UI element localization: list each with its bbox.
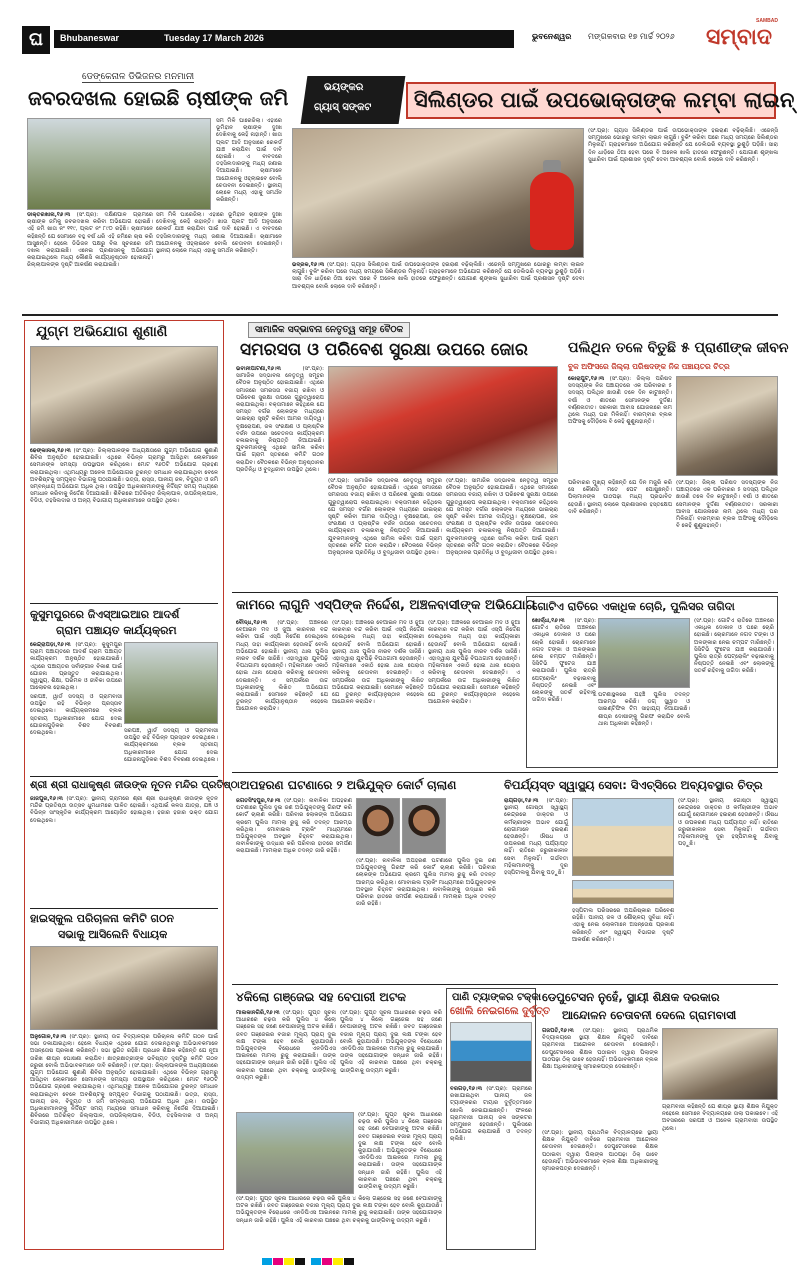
- meeting-dateline: ଭବାନୀପାଟଣା,୧୬।୩: [236, 366, 281, 372]
- sp-body-col3: (ସଂ.ପ୍ର): ଅଞ୍ଚଳରେ ବେଆଇନ ମଦ ଓ ଜୁଆ କାରବାର ବନ୍ଦ କରିବା ପାଇଁ ଏସ୍‌ପି ନିର୍ଦ୍ଦେଶ ଦେଇଥିଲେ ମଧ୍ୟ ତାହା କାର୍ଯ୍ୟକାରୀ ହେଉନାହିଁ ବୋଲି ଅଭିଯୋଗ ହୋଇଛି। ସ୍ଥାନୀୟ ଥାନା ପୁଲିସ ନୀରବ ଦର୍ଶକ ସାଜିଛି। ଏହାଦ୍ୱାରା ଯୁବପିଢ଼ି ବିପଥଗାମୀ ହେଉଛନ୍ତି। ମହିଳାମାନେ ଏକାଠି ହୋଇ ଥାନା ଘେରାଉ କରିବାକୁ ଚେତାବନୀ ଦେଇଛନ୍ତି। ଏ ସମ୍ପର୍କରେ ଉଚ୍ଚ ଅଧିକାରୀଙ୍କୁ ଲିଖିତ ଅଭିଯୋଗ କରାଯାଇଛି। ସେମାନେ କହିଛନ୍ତି ଯେ ତୁରନ୍ତ କାର୍ଯ୍ୟାନୁଷ୍ଠାନ ନହେଲେ ଆନ୍ଦୋଳନ କରାଯିବ।: [428, 620, 520, 706]
- tanker-photo: [450, 1022, 532, 1082]
- left-divider-2: [30, 776, 218, 777]
- teacher-body-col3: (ସଂ.ପ୍ର): ସ୍ଥାନୀୟ ପ୍ରାଥମିକ ବିଦ୍ୟାଳୟରେ ସ୍ଥାୟୀ ଶିକ୍ଷକ ନିଯୁକ୍ତି ଦାବିରେ ଗ୍ରାମବାସୀ ଆନ୍ଦୋଳନ ଚେତାବନୀ ଦେଇଛନ୍ତି। ଡେପୁଟେସନରେ ଶିକ୍ଷକ ପଠାଇବା ଦ୍ୱାରା ପିଲାଙ୍କ ପାଠପଢ଼ା ଠିକ୍ ଭାବେ ହେଉନାହିଁ। ଅଭିଭାବକମାନେ ବ୍ଲକ ଶିକ୍ଷା ଅଧିକାରୀଙ୍କୁ ସ୍ମାରକପତ୍ର ଦେଇଛନ୍ତି।: [542, 1130, 658, 1173]
- land-body-col-right: ସମ ମିଳି ଘାରେଜିଲା। ଏହାରେ ଭୂମିହୀନ ଚାଷୀଙ୍କ ଦୁଃଖ ଦେଖିବାକୁ କେହି ନାହାନ୍ତି। ଖାତା ପ୍ଲଟ ଆଦି ଅନୁସାରେ ରେକର୍ଡ ଯାଞ୍ଚ କରାଯିବା ପାଇଁ ଦାବି ହୋଇଛି। ଏ ବାବଦରେ ତହସିଲଦାରଙ୍କୁ ମଧ୍ୟ ଜଣାଇ ଦିଆଯାଇଛି। ଚାଷୀମାନେ ଆନ୍ଦୋଳନକୁ ଓହ୍ଲାଇବେ ବୋଲି ଚେତାବନୀ ଦେଇଛନ୍ତି। ସ୍ଥାନୀୟ ଲୋକେ ମଧ୍ୟ ଏହାକୁ ସମର୍ଥନ କରିଛନ୍ତି।: [216, 118, 282, 204]
- logo-tagline: SAMBAD: [756, 18, 778, 24]
- mid-divider-3: [232, 984, 778, 985]
- health-body-col2: ହସ୍ପିଟାଲ ପରିସରରେ ଅପରିଷ୍କାର ପରିବେଶ ରହିଛି। ପାନୀୟ ଜଳ ଓ ଶୌଚାଳୟ ସୁବିଧା ନାହିଁ। ଏହାକୁ ନେଇ ଲୋକମାନେ ଅସନ୍ତୋଷ ପ୍ରକାଶ କରିଛନ୍ତି ଏବଂ ସ୍ୱାସ୍ଥ୍ୟ ବିଭାଗର ଦୃଷ୍ଟି ଆକର୍ଷଣ କରିଛନ୍ତି।: [572, 908, 674, 943]
- land-headline: ଜବରଦଖଲ ହୋଇଛି ଚାଷୀଙ୍କ ଜମି: [28, 86, 289, 110]
- polythene-body-col3: (ସଂ.ପ୍ର): ଜିଲ୍ଲା ପରିଷଦ ସଦସ୍ୟଙ୍କ ନିଜ ପଞ୍ଚାୟତରେ ଏକ ପରିବାରର ୫ ସଦସ୍ୟ ପଲିଥିନ ଛାଉଣି ତଳେ ଦିନ କାଟୁଛନ୍ତି। ବର୍ଷା ଓ ଶୀତରେ ସେମାନଙ୍କ ଦୁର୍ଦ୍ଦଶା ବର୍ଣ୍ଣନାତୀତ। ସରକାରୀ ଆବାସ ଯୋଜନାରେ ନାମ ଥିଲେ ମଧ୍ୟ ଘର ମିଳିନାହିଁ। ବାରମ୍ବାର ବ୍ଲକ ଅଫିସକୁ ଦୌଡ଼ିଲେ ବି କେହି ଶୁଣୁନାହାନ୍ତି।: [676, 480, 778, 530]
- theft-headline: ଗୋଟିଏ ରାତିରେ ଏକାଧିକ ଚୋରି, ପୁଲିସର ତାଗିଦା: [532, 600, 735, 613]
- mla-photo: [30, 946, 218, 1030]
- polythene-photo: [676, 376, 778, 476]
- gas-headline: ସିଲିଣ୍ଡର ପାଇଁ ଉପଭୋକ୍ତାଙ୍କ ଲମ୍ବା ଲାଇନ୍: [406, 82, 776, 119]
- meeting-body-col2: (ସଂ.ପ୍ର): ସାମାଜିକ ସଦ୍‌ଭାବନା ନେତୃତ୍ୱ ସମୂହର ବୈଠକ ଅନୁଷ୍ଠିତ ହୋଇଯାଇଛି। ଏଥିରେ ସମାଜରେ ସମରସତା ବଜାୟ ରଖିବା ଓ ପରିବେଶ ସୁରକ୍ଷା ଉପରେ ଗୁରୁତ୍ୱାରୋପ କରାଯାଇଥିଲା। ବକ୍ତାମାନେ କହିଥିଲେ ଯେ ସମସ୍ତ ବର୍ଗର ଲୋକଙ୍କ ମଧ୍ୟରେ ଭାଇଚାରା ସୃଷ୍ଟି କରିବା ଆମର ଦାୟିତ୍ୱ। ବୃକ୍ଷରୋପଣ, ଜଳ ସଂରକ୍ଷଣ ଓ ପ୍ଲାଷ୍ଟିକ ବର୍ଜନ ଉପରେ ସଚେତନତା କାର୍ଯ୍ୟକ୍ରମ ଚଳାଇବାକୁ ନିଷ୍ପତ୍ତି ନିଆଯାଇଛି। ଯୁବକମାନଙ୍କୁ ଏଥିରେ ସାମିଲ କରିବା ପାଇଁ ଗ୍ରାମ ସ୍ତରରେ କମିଟି ଗଠନ କରାଯିବ। ବୈଠକରେ ବିଭିନ୍ନ ଅନୁଷ୍ଠାନର ପ୍ରତିନିଧି ଓ ବୁଦ୍ଧିଜୀବୀ ଉପସ୍ଥିତ ଥିଲେ।: [328, 478, 442, 557]
- meeting-body-col1: [236, 366, 324, 586]
- tanker-body-block: [450, 1086, 532, 1246]
- polythene-dateline: କୋରାପୁଟ,୧୬।୩: [568, 376, 605, 382]
- ganja-body-col3: (ସଂ.ପ୍ର): ଗୁପ୍ତ ସୂଚନା ଆଧାରରେ ଚଢ଼ଉ କରି ପୁଲିସ ୪ କିଲୋ ଗଞ୍ଜେଇ ସହ ଜଣେ ବେପାରୀଙ୍କୁ ଅଟକ ରଖିଛି। ଜବତ ଗଞ୍ଜେଇର ବଜାର ମୂଲ୍ୟ ପ୍ରାୟ ଦୁଇ ଲକ୍ଷ ଟଙ୍କା ହେବ ବୋଲି କୁହାଯାଉଛି। ଅଭିଯୁକ୍ତଙ୍କ ବିରୋଧରେ ଏନଡିପିଏସ ଆଇନରେ ମାମଲା ରୁଜୁ କରାଯାଇଛି। ତାଙ୍କ ସହଯୋଗୀଙ୍କ ସନ୍ଧାନ ଜାରି ରହିଛି। ପୁଲିସ ଏହି କାରବାର ପଛରେ ଥିବା ଚକ୍ରକୁ ଭାଙ୍ଗିବାକୁ ଉଦ୍ୟମ କରୁଛି।: [358, 1112, 442, 1191]
- court-dateline: ଜଗତସିଂହପୁର,୧୬।୩: [236, 798, 281, 804]
- meeting-photo: [328, 366, 558, 474]
- tanker-dateline: ବରଗଡ଼,୧୬।୩: [450, 1086, 482, 1092]
- kusum-headline-1: କୁସୁମପୁରରେ ଜିଏସ୍ଆଇଆର ଆଦର୍ଶ: [30, 608, 180, 621]
- teacher-dateline: ଗଜପତି,୧୬।୩: [542, 1028, 574, 1034]
- polythene-headline: ପଲିଥିନ ତଳେ ବିତୁଛି ୫ ପ୍ରାଣୀଙ୍କ ଜୀବନ: [568, 340, 789, 356]
- newspaper-logo: [698, 20, 780, 60]
- land-dateline: ଡାକ୍ତରଖାନା,୧୬।୩: [27, 212, 71, 218]
- polythene-kicker: ବୁକ ଅଫିସରେ ଜିଲ୍ଲା ପରିଷଦଙ୍କ ନିଜ ପଞ୍ଚାୟତର ଚିତ୍ର: [568, 362, 730, 371]
- meeting-body: (ସଂ.ପ୍ର): ସାମାଜିକ ସଦ୍‌ଭାବନା ନେତୃତ୍ୱ ସମୂହର ବୈଠକ ଅନୁଷ୍ଠିତ ହୋଇଯାଇଛି। ଏଥିରେ ସମାଜରେ ସମରସତା ବଜାୟ ରଖିବା ଓ ପରିବେଶ ସୁରକ୍ଷା ଉପରେ ଗୁରୁତ୍ୱାରୋପ କରାଯାଇଥିଲା। ବକ୍ତାମାନେ କହିଥିଲେ ଯେ ସମସ୍ତ ବର୍ଗର ଲୋକଙ୍କ ମଧ୍ୟରେ ଭାଇଚାରା ସୃଷ୍ଟି କରିବା ଆମର ଦାୟିତ୍ୱ। ବୃକ୍ଷରୋପଣ, ଜଳ ସଂରକ୍ଷଣ ଓ ପ୍ଲାଷ୍ଟିକ ବର୍ଜନ ଉପରେ ସଚେତନତା କାର୍ଯ୍ୟକ୍ରମ ଚଳାଇବାକୁ ନିଷ୍ପତ୍ତି ନିଆଯାଇଛି। ଯୁବକମାନଙ୍କୁ ଏଥିରେ ସାମିଲ କରିବା ପାଇଁ ଗ୍ରାମ ସ୍ତରରେ କମିଟି ଗଠନ କରାଯିବ। ବୈଠକରେ ବିଭିନ୍ନ ଅନୁଷ୍ଠାନର ପ୍ରତିନିଧି ଓ ବୁଦ୍ଧିଜୀବୀ ଉପସ୍ଥିତ ଥିଲେ।: [236, 366, 324, 473]
- polythene-body-col2: ପରିବାରର ମୁଖ୍ୟ କହିଛନ୍ତି ଯେ ଦିନ ମଜୁରି କରି ସେ କୌଣସି ମତେ ପେଟ ପୋଷୁଛନ୍ତି। ପିଲାମାନଙ୍କ ପାଠପଢ଼ା ମଧ୍ୟ ପ୍ରଭାବିତ ହେଉଛି। ସ୍ଥାନୀୟ ଲୋକେ ପ୍ରଶାସନର ହସ୍ତକ୍ଷେପ ଦାବି କରିଛନ୍ତି।: [568, 480, 672, 515]
- sp-body-col2: (ସଂ.ପ୍ର): ଅଞ୍ଚଳରେ ବେଆଇନ ମଦ ଓ ଜୁଆ କାରବାର ବନ୍ଦ କରିବା ପାଇଁ ଏସ୍‌ପି ନିର୍ଦ୍ଦେଶ ଦେଇଥିଲେ ମଧ୍ୟ ତାହା କାର୍ଯ୍ୟକାରୀ ହେଉନାହିଁ ବୋଲି ଅଭିଯୋଗ ହୋଇଛି। ସ୍ଥାନୀୟ ଥାନା ପୁଲିସ ନୀରବ ଦର୍ଶକ ସାଜିଛି। ଏହାଦ୍ୱାରା ଯୁବପିଢ଼ି ବିପଥଗାମୀ ହେଉଛନ୍ତି। ମହିଳାମାନେ ଏକାଠି ହୋଇ ଥାନା ଘେରାଉ କରିବାକୁ ଚେତାବନୀ ଦେଇଛନ୍ତି। ଏ ସମ୍ପର୍କରେ ଉଚ୍ଚ ଅଧିକାରୀଙ୍କୁ ଲିଖିତ ଅଭିଯୋଗ କରାଯାଇଛି। ସେମାନେ କହିଛନ୍ତି ଯେ ତୁରନ୍ତ କାର୍ଯ୍ୟାନୁଷ୍ଠାନ ନହେଲେ ଆନ୍ଦୋଳନ କରାଯିବ।: [332, 620, 424, 706]
- ganja-body-col4: (ସଂ.ପ୍ର): ଗୁପ୍ତ ସୂଚନା ଆଧାରରେ ଚଢ଼ଉ କରି ପୁଲିସ ୪ କିଲୋ ଗଞ୍ଜେଇ ସହ ଜଣେ ବେପାରୀଙ୍କୁ ଅଟକ ରଖିଛି। ଜବତ ଗଞ୍ଜେଇର ବଜାର ମୂଲ୍ୟ ପ୍ରାୟ ଦୁଇ ଲକ୍ଷ ଟଙ୍କା ହେବ ବୋଲି କୁହାଯାଉଛି। ଅଭିଯୁକ୍ତଙ୍କ ବିରୋଧରେ ଏନଡିପିଏସ ଆଇନରେ ମାମଲା ରୁଜୁ କରାଯାଇଛି। ତାଙ୍କ ସହଯୋଗୀଙ୍କ ସନ୍ଧାନ ଜାରି ରହିଛି। ପୁଲିସ ଏହି କାରବାର ପଛରେ ଥିବା ଚକ୍ରକୁ ଭାଙ୍ଗିବାକୁ ଉଦ୍ୟମ କରୁଛି।: [236, 1196, 442, 1224]
- mid-divider-2: [232, 772, 778, 773]
- kusum-body2: ସରପଞ୍ଚ, ୱାର୍ଡ ସଦସ୍ୟ ଓ ଗ୍ରାମବାସୀ ଉପସ୍ଥିତ ରହି ବିଭିନ୍ନ ପ୍ରସ୍ତାବ ଦେଇଥିଲେ। କାର୍ଯ୍ୟକ୍ରମରେ ବ୍ଲକ ସ୍ତରୀୟ ଅଧିକାରୀମାନେ ଯୋଗ ଦେଇ ଯୋଜନାଗୁଡ଼ିକର ବିଶଦ ବିବରଣୀ ଦେଇଥିଲେ।: [30, 694, 122, 737]
- health-dateline: ରାୟଗଡ଼ା,୧୬।୩: [504, 798, 539, 804]
- mla-headline-1: ହାଇସ୍କୁଲ ପରିଚାଳନା କମିଟି ଗଠନ: [30, 912, 174, 925]
- court-headline: ଅପହରଣ ଘଟଣାରେ ୨ ଅଭିଯୁକ୍ତ କୋର୍ଟ ଚାଲାଣ: [240, 778, 457, 792]
- kusum-body: (ସଂ.ପ୍ର): କୁସୁମପୁର ଗ୍ରାମ ପଞ୍ଚାୟତରେ ଆଦର୍ଶ ଗ୍ରାମ ପଞ୍ଚାୟତ କାର୍ଯ୍ୟକ୍ରମ ଅନୁଷ୍ଠିତ ହୋଇଯାଇଛି। ଏଥିରେ ପଞ୍ଚାୟତର ସର୍ବାଙ୍ଗୀନ ବିକାଶ ପାଇଁ ଯୋଜନା ପ୍ରସ୍ତୁତ କରାଯାଇଥିଲା। ସ୍ୱାସ୍ଥ୍ୟ, ଶିକ୍ଷା, ପରିମଳ ଓ ଜୀବିକା ଉପରେ ଆଲୋଚନା ହୋଇଥିଲା।: [30, 642, 122, 692]
- polythene-body-col1: [568, 376, 672, 476]
- health-body-col3: (ସଂ.ପ୍ର): ସ୍ଥାନୀୟ ଗୋଷ୍ଠୀ ସ୍ୱାସ୍ଥ୍ୟ କେନ୍ଦ୍ରରେ ଡାକ୍ତର ଓ କର୍ମଚାରୀଙ୍କ ଅଭାବ ଯୋଗୁଁ ରୋଗୀମାନେ ହଇରାଣ ହେଉଛନ୍ତି। ଔଷଧ ଓ ଉପକରଣ ମଧ୍ୟ ପର୍ଯ୍ୟାପ୍ତ ନାହିଁ। ରାତିରେ ଜରୁରୀକାଳୀନ ସେବା ମିଳୁନାହିଁ। ଗର୍ଭବତୀ ମହିଳାମାନଙ୍କୁ ଦୂର ହସ୍ପିଟାଲକୁ ଯିବାକୁ ପଡ଼ୁଛି।: [678, 798, 778, 848]
- sp-body-col1: [236, 620, 328, 768]
- tanker-body: (ସଂ.ପ୍ର): ଗ୍ରାମରେ ରଖାଯାଇଥିବା ପାନୀୟ ଜଳ ଟ୍ୟାଙ୍କରର ଟାୟାର ଦୁର୍ବୃତ୍ତମାନେ ଖୋଲି ନେଇଯାଇଛନ୍ତି। ଫଳରେ ଗ୍ରାମବାସୀ ପାନୀୟ ଜଳ ସଙ୍କଟର ସମ୍ମୁଖୀନ ହେଉଛନ୍ତି। ପୁଲିସରେ ଅଭିଯୋଗ କରାଯାଇଛି ଓ ତଦନ୍ତ ଚାଲିଛି।: [450, 1086, 532, 1143]
- gas-body: (ସଂ.ପ୍ର): ଗ୍ୟାସ ସିଲିଣ୍ଡର ପାଇଁ ଉପଭୋକ୍ତାଙ୍କ ହଇରାଣ ବଢ଼ିଚାଲିଛି। ଏଜେନ୍ସି ସମ୍ମୁଖରେ ଭୋରରୁ ଲମ୍ବା ଲାଇନ ଲାଗୁଛି। ବୁକିଂ କରିବା ପରେ ମଧ୍ୟ ସମୟରେ ସିଲିଣ୍ଡର ମିଳୁନାହିଁ। ଗ୍ରାହକମାନେ ଅଭିଯୋଗ କରିଛନ୍ତି ଯେ ଡେଲିଭରି ବ୍ୟବସ୍ଥା ଭୁଶୁଡ଼ି ପଡ଼ିଛି। ସାରା ଦିନ ଧାଡ଼ିରେ ଠିଆ ହେବା ପରେ ବି ଅନେକ ଖାଲି ହାତରେ ଫେରୁଛନ୍ତି। ଯୋଗାଣ ଶୃଙ୍ଖଳା ସୁଧାରିବା ପାଇଁ ପ୍ରଶାସନ ଦୃଷ୍ଟି ଦେବା ଆବଶ୍ୟକ ବୋଲି ଲୋକେ ଦାବି କରିଛନ୍ତି।: [292, 262, 584, 290]
- edition-date-odia: ମଙ୍ଗଳବାର ୧୭ ମାର୍ଚ୍ଚ ୨୦୨୬: [588, 32, 675, 41]
- sp-dateline: ବୌଦ୍ଧ,୧୬।୩: [236, 620, 267, 626]
- grievance-body: (ସଂ.ପ୍ର): ଜିଲ୍ଲାପାଳଙ୍କ ଅଧ୍ୟକ୍ଷତାରେ ଯୁଗ୍ମ ଅଭିଯୋଗ ଶୁଣାଣି ଶିବିର ଅନୁଷ୍ଠିତ ହୋଇଯାଇଛି। ଏଥିରେ ବିଭିନ୍ନ ଗ୍ରାମରୁ ଆସିଥିବା ଲୋକମାନେ ସେମାନଙ୍କ ସମସ୍ୟା ଉପସ୍ଥାପନ କରିଥିଲେ। ମୋଟ ୧୬୦ଟି ଅଭିଯୋଗ ଗ୍ରହଣ କରାଯାଇଥିଲା। ଏଥିମଧ୍ୟରୁ ଅନେକ ଅଭିଯୋଗର ତୁରନ୍ତ ସମାଧାନ କରାଯାଇଥିବା ବେଳେ ଅବଶିଷ୍ଟକୁ ସମ୍ପୃକ୍ତ ବିଭାଗକୁ ପଠାଯାଇଛି। ଭତ୍ତା, ରାସ୍ତା, ପାନୀୟ ଜଳ, ବିଦ୍ୟୁତ ଓ ଜମି ସମ୍ବନ୍ଧୀୟ ଅଭିଯୋଗ ଅଧିକ ଥିଲା। ଉପସ୍ଥିତ ଅଧିକାରୀମାନଙ୍କୁ ନିର୍ଦ୍ଦିଷ୍ଟ ସମୟ ମଧ୍ୟରେ ସମାଧାନ କରିବାକୁ ନିର୍ଦ୍ଦେଶ ଦିଆଯାଇଛି। ଶିବିରରେ ଅତିରିକ୍ତ ଜିଲ୍ଲାପାଳ, ଉପଜିଲ୍ଲାପାଳ, ବିଡିଓ, ତହସିଲଦାର ଓ ଅନ୍ୟ ବିଭାଗୀୟ ଅଧିକାରୀମାନେ ଉପସ୍ଥିତ ଥିଲେ।: [30, 448, 219, 505]
- health-headline: ବିପର୍ଯ୍ୟସ୍ତ ସ୍ୱାସ୍ଥ୍ୟ ସେବା: ସିଏଚ୍‌ସିରେ ଅବ୍ୟବସ୍ଥାର ଚିତ୍ର: [504, 778, 763, 792]
- land-body: (ସଂ.ପ୍ର): ଦକ୍ଷିଣପାଳ ଗ୍ରାମରେ ଚାଷୀଙ୍କ ଜମିକୁ ଜବରଦଖଲ କରିବା ଅଭିଯୋଗ ହୋଇଛି। ଏହି ଜମି ଖାତା ନଂ ୧୧୯, ପ୍ଲଟ ନଂ ୮୯୦ ରହିଛି। ଚାଷୀମାନେ କହିଛନ୍ତି ଯେ ସେମାନେ ବହୁ ବର୍ଷ ଧରି ଏହି ଜମିରେ ଚାଷ କରି ଆସୁଛନ୍ତି। ହେଲେ ଡିଭିଜନ ପକ୍ଷରୁ ବିନା ସୂଚନାରେ ଜମି ଦଖଲ କରାଯାଇଛି। ଏନେଇ ପ୍ରଶାସନକୁ ଅଭିଯୋଗ କରାଯାଇଥିଲେ ମଧ୍ୟ କୌଣସି କାର୍ଯ୍ୟାନୁଷ୍ଠାନ ହୋଇନାହିଁ। ଜିଲ୍ଲାପାଳଙ୍କ ଦୃଷ୍ଟି ଆକର୍ଷଣ କରାଯାଇଛି।: [27, 212, 153, 269]
- print-color-registration-bar: [262, 1250, 538, 1259]
- teacher-body-col2: ଗ୍ରାମବାସୀ କହିଛନ୍ତି ଯେ ଶୀଘ୍ର ସ୍ଥାୟୀ ଶିକ୍ଷକ ନିଯୁକ୍ତ ନହେଲେ ସେମାନେ ବିଦ୍ୟାଳୟରେ ତାଲା ପକାଇବେ। ଏହି ଅବସରରେ ସରପଞ୍ଚ ଓ ଅନେକ ଗ୍ରାମବାସୀ ଉପସ୍ଥିତ ଥିଲେ।: [662, 1104, 778, 1132]
- mid-divider-1: [232, 592, 778, 593]
- idol-dateline: ଜାଜପୁର,୧୬।୩: [30, 796, 63, 802]
- logo-text: ସମ୍ବାଦ: [706, 25, 772, 50]
- sp-headline: କାମରେ ଲାଗୁନି ଏସ୍‌ପିଙ୍କ ନିର୍ଦ୍ଦେଶ, ଅଞ୍ଚଳବାସୀଙ୍କ ଅଭିଯୋଗ: [236, 598, 536, 613]
- mla-body-block: [30, 1034, 218, 1246]
- teacher-headline-1: ଡେପୁଟେସନ ନୁହେଁ, ସ୍ଥାୟୀ ଶିକ୍ଷକ ଦରକାର: [542, 990, 720, 1004]
- polythene-body: (ସଂ.ପ୍ର): ଜିଲ୍ଲା ପରିଷଦ ସଦସ୍ୟଙ୍କ ନିଜ ପଞ୍ଚାୟତରେ ଏକ ପରିବାରର ୫ ସଦସ୍ୟ ପଲିଥିନ ଛାଉଣି ତଳେ ଦିନ କାଟୁଛନ୍ତି। ବର୍ଷା ଓ ଶୀତରେ ସେମାନଙ୍କ ଦୁର୍ଦ୍ଦଶା ବର୍ଣ୍ଣନାତୀତ। ସରକାରୀ ଆବାସ ଯୋଜନାରେ ନାମ ଥିଲେ ମଧ୍ୟ ଘର ମିଳିନାହିଁ। ବାରମ୍ବାର ବ୍ଲକ ଅଫିସକୁ ଦୌଡ଼ିଲେ ବି କେହି ଶୁଣୁନାହାନ୍ତି।: [568, 376, 672, 426]
- tanker-headline-1: ପାଣି ଟ୍ୟାଙ୍କର ଟକ୍କା: [452, 992, 541, 1003]
- ganja-body-col2: (ସଂ.ପ୍ର): ଗୁପ୍ତ ସୂଚନା ଆଧାରରେ ଚଢ଼ଉ କରି ପୁଲିସ ୪ କିଲୋ ଗଞ୍ଜେଇ ସହ ଜଣେ ବେପାରୀଙ୍କୁ ଅଟକ ରଖିଛି। ଜବତ ଗଞ୍ଜେଇର ବଜାର ମୂଲ୍ୟ ପ୍ରାୟ ଦୁଇ ଲକ୍ଷ ଟଙ୍କା ହେବ ବୋଲି କୁହାଯାଉଛି। ଅଭିଯୁକ୍ତଙ୍କ ବିରୋଧରେ ଏନଡିପିଏସ ଆଇନରେ ମାମଲା ରୁଜୁ କରାଯାଇଛି। ତାଙ୍କ ସହଯୋଗୀଙ୍କ ସନ୍ଧାନ ଜାରି ରହିଛି। ପୁଲିସ ଏହି କାରବାର ପଛରେ ଥିବା ଚକ୍ରକୁ ଭାଙ୍ଗିବାକୁ ଉଦ୍ୟମ କରୁଛି।: [340, 1010, 442, 1074]
- theft-vehicle-photo: [598, 618, 690, 688]
- gas-banner-top: ଭୟଙ୍କର: [324, 82, 364, 93]
- health-photo-1: [572, 798, 674, 876]
- court-body-col2: (ସଂ.ପ୍ର): ନାବାଳିକା ଅପହରଣ ଘଟଣାରେ ପୁଲିସ ଦୁଇ ଜଣ ଅଭିଯୁକ୍ତଙ୍କୁ ଗିରଫ କରି କୋର୍ଟ ଚାଲାଣ କରିଛି। ପରିବାର ଲୋକଙ୍କ ଅଭିଯୋଗ କ୍ରମେ ପୁଲିସ ମାମଲା ରୁଜୁ କରି ତଦନ୍ତ ଆରମ୍ଭ କରିଥିଲା। ମୋବାଇଲ ଟ୍ରାକିଂ ମାଧ୍ୟମରେ ଅଭିଯୁକ୍ତଙ୍କ ଅବସ୍ଥାନ ଚିହ୍ନଟ କରାଯାଇଥିଲା। ନାବାଳିକାଙ୍କୁ ଉଦ୍ଧାର କରି ପରିବାର ହାତରେ ସମର୍ପଣ କରାଯାଇଛି। ମାମଲାର ଅଧିକ ତଦନ୍ତ ଜାରି ରହିଛି।: [356, 858, 496, 908]
- mla-headline-2: ସଭାକୁ ଆସିଲେନି ବିଧାୟକ: [58, 928, 168, 941]
- teacher-body: (ସଂ.ପ୍ର): ସ୍ଥାନୀୟ ପ୍ରାଥମିକ ବିଦ୍ୟାଳୟରେ ସ୍ଥାୟୀ ଶିକ୍ଷକ ନିଯୁକ୍ତି ଦାବିରେ ଗ୍ରାମବାସୀ ଆନ୍ଦୋଳନ ଚେତାବନୀ ଦେଇଛନ୍ତି। ଡେପୁଟେସନରେ ଶିକ୍ଷକ ପଠାଇବା ଦ୍ୱାରା ପିଲାଙ୍କ ପାଠପଢ଼ା ଠିକ୍ ଭାବେ ହେଉନାହିଁ। ଅଭିଭାବକମାନେ ବ୍ଲକ ଶିକ୍ଷା ଅଧିକାରୀଙ୍କୁ ସ୍ମାରକପତ୍ର ଦେଇଛନ୍ତି।: [542, 1028, 658, 1071]
- health-body-col1: [504, 798, 568, 980]
- grievance-headline: ଯୁଗ୍ମ ଅଭିଯୋଗ ଶୁଣାଣି: [36, 324, 168, 340]
- ganja-body: (ସଂ.ପ୍ର): ଗୁପ୍ତ ସୂଚନା ଆଧାରରେ ଚଢ଼ଉ କରି ପୁଲିସ ୪ କିଲୋ ଗଞ୍ଜେଇ ସହ ଜଣେ ବେପାରୀଙ୍କୁ ଅଟକ ରଖିଛି। ଜବତ ଗଞ୍ଜେଇର ବଜାର ମୂଲ୍ୟ ପ୍ରାୟ ଦୁଇ ଲକ୍ଷ ଟଙ୍କା ହେବ ବୋଲି କୁହାଯାଉଛି। ଅଭିଯୁକ୍ତଙ୍କ ବିରୋଧରେ ଏନଡିପିଏସ ଆଇନରେ ମାମଲା ରୁଜୁ କରାଯାଇଛି। ତାଙ୍କ ସହଯୋଗୀଙ୍କ ସନ୍ଧାନ ଜାରି ରହିଛି। ପୁଲିସ ଏହି କାରବାର ପଛରେ ଥିବା ଚକ୍ରକୁ ଭାଙ୍ଗିବାକୁ ଉଦ୍ୟମ କରୁଛି।: [236, 1010, 337, 1081]
- health-body: (ସଂ.ପ୍ର): ସ୍ଥାନୀୟ ଗୋଷ୍ଠୀ ସ୍ୱାସ୍ଥ୍ୟ କେନ୍ଦ୍ରରେ ଡାକ୍ତର ଓ କର୍ମଚାରୀଙ୍କ ଅଭାବ ଯୋଗୁଁ ରୋଗୀମାନେ ହଇରାଣ ହେଉଛନ୍ତି। ଔଷଧ ଓ ଉପକରଣ ମଧ୍ୟ ପର୍ଯ୍ୟାପ୍ତ ନାହିଁ। ରାତିରେ ଜରୁରୀକାଳୀନ ସେବା ମିଳୁନାହିଁ। ଗର୍ଭବତୀ ମହିଳାମାନଙ୍କୁ ଦୂର ହସ୍ପିଟାଲକୁ ଯିବାକୁ ପଡ଼ୁଛି।: [504, 798, 568, 877]
- court-body-col1: [236, 798, 352, 980]
- idol-body-block: [30, 796, 218, 904]
- grievance-body-block: [30, 448, 218, 598]
- gas-banner-bottom: ଗ୍ୟାସ୍ ସଙ୍କଟ: [314, 102, 372, 113]
- ganja-dateline: ମାଲକାନଗିରି,୧୬।୩: [236, 1010, 280, 1016]
- theft-body-col1: [532, 618, 596, 764]
- mla-dateline: ଅନୁଗୋଳ,୧୬।୩: [30, 1034, 67, 1040]
- accused-photo-2: [402, 798, 446, 854]
- meeting-kicker: ସାମାଜିକ ସଦ୍‌ଭାବନା ନେତୃତ୍ୱ ସମୂହ ବୈଠକ: [248, 322, 410, 338]
- teacher-body-col1: [542, 1028, 658, 1128]
- masthead: [22, 20, 780, 66]
- land-photo: [27, 118, 211, 210]
- theft-body-col3: (ସଂ.ପ୍ର): ଗୋଟିଏ ରାତିରେ ଅଞ୍ଚଳରେ ଏକାଧିକ ଦୋକାନ ଓ ଘରେ ଚୋରି ହୋଇଛି। ଚୋରମାନେ ନଗଦ ଟଙ୍କା ଓ ଅଳଙ୍କାର ନେଇ ଚମ୍ପଟ ମାରିଛନ୍ତି। ସିସିଟିଭି ଫୁଟେଜ ଯାଞ୍ଚ କରାଯାଉଛି। ପୁଲିସ ରାତ୍ରି ପେଟ୍ରୋଲିଂ ବଢ଼ାଇବାକୁ ନିଷ୍ପତ୍ତି ନେଇଛି ଏବଂ ଲୋକଙ୍କୁ ସତର୍କ ରହିବାକୁ ତାଗିଦା କରିଛି।: [694, 618, 774, 675]
- idol-headline: ଶ୍ରୀ ଶ୍ରୀ ରାଧାକୃଷ୍ଣ ଜୀଉଙ୍କ ନୂତନ ମନ୍ଦିର ପ୍ରତିଷ୍ଠା: [30, 780, 240, 791]
- theft-body: (ସଂ.ପ୍ର): ଗୋଟିଏ ରାତିରେ ଅଞ୍ଚଳରେ ଏକାଧିକ ଦୋକାନ ଓ ଘରେ ଚୋରି ହୋଇଛି। ଚୋରମାନେ ନଗଦ ଟଙ୍କା ଓ ଅଳଙ୍କାର ନେଇ ଚମ୍ପଟ ମାରିଛନ୍ତି। ସିସିଟିଭି ଫୁଟେଜ ଯାଞ୍ଚ କରାଯାଉଛି। ପୁଲିସ ରାତ୍ରି ପେଟ୍ରୋଲିଂ ବଢ଼ାଇବାକୁ ନିଷ୍ପତ୍ତି ନେଇଛି ଏବଂ ଲୋକଙ୍କୁ ସତର୍କ ରହିବାକୁ ତାଗିଦା କରିଛି।: [532, 618, 596, 704]
- land-body-col2: ସମ ମିଳି ଘାରେଜିଲା। ଏହାରେ ଭୂମିହୀନ ଚାଷୀଙ୍କ ଦୁଃଖ ଦେଖିବାକୁ କେହି ନାହାନ୍ତି। ଖାତା ପ୍ଲଟ ଆଦି ଅନୁସାରେ ରେକର୍ଡ ଯାଞ୍ଚ କରାଯିବା ପାଇଁ ଦାବି ହୋଇଛି। ଏ ବାବଦରେ ତହସିଲଦାରଙ୍କୁ ମଧ୍ୟ ଜଣାଇ ଦିଆଯାଇଛି। ଚାଷୀମାନେ ଆନ୍ଦୋଳନକୁ ଓହ୍ଲାଇବେ ବୋଲି ଚେତାବନୀ ଦେଇଛନ୍ତି। ସ୍ଥାନୀୟ ଲୋକେ ମଧ୍ୟ ଏହାକୁ ସମର୍ଥନ କରିଛନ୍ତି।: [156, 212, 282, 255]
- court-body: (ସଂ.ପ୍ର): ନାବାଳିକା ଅପହରଣ ଘଟଣାରେ ପୁଲିସ ଦୁଇ ଜଣ ଅଭିଯୁକ୍ତଙ୍କୁ ଗିରଫ କରି କୋର୍ଟ ଚାଲାଣ କରିଛି। ପରିବାର ଲୋକଙ୍କ ଅଭିଯୋଗ କ୍ରମେ ପୁଲିସ ମାମଲା ରୁଜୁ କରି ତଦନ୍ତ ଆରମ୍ଭ କରିଥିଲା। ମୋବାଇଲ ଟ୍ରାକିଂ ମାଧ୍ୟମରେ ଅଭିଯୁକ୍ତଙ୍କ ଅବସ୍ଥାନ ଚିହ୍ନଟ କରାଯାଇଥିଲା। ନାବାଳିକାଙ୍କୁ ଉଦ୍ଧାର କରି ପରିବାର ହାତରେ ସମର୍ପଣ କରାଯାଇଛି। ମାମଲାର ଅଧିକ ତଦନ୍ତ ଜାରି ରହିଛି।: [236, 798, 352, 855]
- grievance-dateline: ଢେଙ୍କାନାଳ,୧୬।୩: [30, 448, 71, 454]
- gas-cylinder-icon: [530, 160, 574, 250]
- sp-body: (ସଂ.ପ୍ର): ଅଞ୍ଚଳରେ ବେଆଇନ ମଦ ଓ ଜୁଆ କାରବାର ବନ୍ଦ କରିବା ପାଇଁ ଏସ୍‌ପି ନିର୍ଦ୍ଦେଶ ଦେଇଥିଲେ ମଧ୍ୟ ତାହା କାର୍ଯ୍ୟକାରୀ ହେଉନାହିଁ ବୋଲି ଅଭିଯୋଗ ହୋଇଛି। ସ୍ଥାନୀୟ ଥାନା ପୁଲିସ ନୀରବ ଦର୍ଶକ ସାଜିଛି। ଏହାଦ୍ୱାରା ଯୁବପିଢ଼ି ବିପଥଗାମୀ ହେଉଛନ୍ତି। ମହିଳାମାନେ ଏକାଠି ହୋଇ ଥାନା ଘେରାଉ କରିବାକୁ ଚେତାବନୀ ଦେଇଛନ୍ତି। ଏ ସମ୍ପର୍କରେ ଉଚ୍ଚ ଅଧିକାରୀଙ୍କୁ ଲିଖିତ ଅଭିଯୋଗ କରାଯାଇଛି। ସେମାନେ କହିଛନ୍ତି ଯେ ତୁରନ୍ତ କାର୍ଯ୍ୟାନୁଷ୍ଠାନ ନହେଲେ ଆନ୍ଦୋଳନ କରାଯିବ।: [236, 620, 328, 713]
- land-body-col1: [27, 212, 153, 288]
- ganja-headline: ୪କିଲୋ ଗଞ୍ଜେଇ ସହ ବେପାରୀ ଅଟକ: [236, 990, 407, 1004]
- kusum-dateline: କେନ୍ଦ୍ରାପଡ଼ା,୧୬।୩: [30, 642, 71, 648]
- meeting-body-col3: (ସଂ.ପ୍ର): ସାମାଜିକ ସଦ୍‌ଭାବନା ନେତୃତ୍ୱ ସମୂହର ବୈଠକ ଅନୁଷ୍ଠିତ ହୋଇଯାଇଛି। ଏଥିରେ ସମାଜରେ ସମରସତା ବଜାୟ ରଖିବା ଓ ପରିବେଶ ସୁରକ୍ଷା ଉପରେ ଗୁରୁତ୍ୱାରୋପ କରାଯାଇଥିଲା। ବକ୍ତାମାନେ କହିଥିଲେ ଯେ ସମସ୍ତ ବର୍ଗର ଲୋକଙ୍କ ମଧ୍ୟରେ ଭାଇଚାରା ସୃଷ୍ଟି କରିବା ଆମର ଦାୟିତ୍ୱ। ବୃକ୍ଷରୋପଣ, ଜଳ ସଂରକ୍ଷଣ ଓ ପ୍ଲାଷ୍ଟିକ ବର୍ଜନ ଉପରେ ସଚେତନତା କାର୍ଯ୍ୟକ୍ରମ ଚଳାଇବାକୁ ନିଷ୍ପତ୍ତି ନିଆଯାଇଛି। ଯୁବକମାନଙ୍କୁ ଏଥିରେ ସାମିଲ କରିବା ପାଇଁ ଗ୍ରାମ ସ୍ତରରେ କମିଟି ଗଠନ କରାଯିବ। ବୈଠକରେ ବିଭିନ୍ନ ଅନୁଷ୍ଠାନର ପ୍ରତିନିଧି ଓ ବୁଦ୍ଧିଜୀବୀ ଉପସ୍ଥିତ ଥିଲେ।: [446, 478, 558, 557]
- ganja-photo: [236, 1112, 354, 1194]
- edition-name-odia: ଭୁବନେଶ୍ୱର: [532, 32, 572, 41]
- left-divider-3: [30, 908, 218, 909]
- mla-body-cont: (ସଂ.ପ୍ର): ଜିଲ୍ଲାପାଳଙ୍କ ଅଧ୍ୟକ୍ଷତାରେ ଯୁଗ୍ମ ଅଭିଯୋଗ ଶୁଣାଣି ଶିବିର ଅନୁଷ୍ଠିତ ହୋଇଯାଇଛି। ଏଥିରେ ବିଭିନ୍ନ ଗ୍ରାମରୁ ଆସିଥିବା ଲୋକମାନେ ସେମାନଙ୍କ ସମସ୍ୟା ଉପସ୍ଥାପନ କରିଥିଲେ। ମୋଟ ୧୬୦ଟି ଅଭିଯୋଗ ଗ୍ରହଣ କରାଯାଇଥିଲା। ଏଥିମଧ୍ୟରୁ ଅନେକ ଅଭିଯୋଗର ତୁରନ୍ତ ସମାଧାନ କରାଯାଇଥିବା ବେଳେ ଅବଶିଷ୍ଟକୁ ସମ୍ପୃକ୍ତ ବିଭାଗକୁ ପଠାଯାଇଛି। ଭତ୍ତା, ରାସ୍ତା, ପାନୀୟ ଜଳ, ବିଦ୍ୟୁତ ଓ ଜମି ସମ୍ବନ୍ଧୀୟ ଅଭିଯୋଗ ଅଧିକ ଥିଲା। ଉପସ୍ଥିତ ଅଧିକାରୀମାନଙ୍କୁ ନିର୍ଦ୍ଦିଷ୍ଟ ସମୟ ମଧ୍ୟରେ ସମାଧାନ କରିବାକୁ ନିର୍ଦ୍ଦେଶ ଦିଆଯାଇଛି। ଶିବିରରେ ଅତିରିକ୍ତ ଜିଲ୍ଲାପାଳ, ଉପଜିଲ୍ଲାପାଳ, ବିଡିଓ, ତହସିଲଦାର ଓ ଅନ୍ୟ ବିଭାଗୀୟ ଅଧିକାରୀମାନେ ଉପସ୍ଥିତ ଥିଲେ।: [30, 1062, 218, 1127]
- gas-dateline: ଭଦ୍ରକ,୧୬।୩: [292, 262, 325, 268]
- gas-body-left: [292, 262, 584, 310]
- edition-date: Tuesday 17 March 2026: [164, 33, 264, 43]
- gas-body-right: (ସଂ.ପ୍ର): ଗ୍ୟାସ ସିଲିଣ୍ଡର ପାଇଁ ଉପଭୋକ୍ତାଙ୍କ ହଇରାଣ ବଢ଼ିଚାଲିଛି। ଏଜେନ୍ସି ସମ୍ମୁଖରେ ଭୋରରୁ ଲମ୍ବା ଲାଇନ ଲାଗୁଛି। ବୁକିଂ କରିବା ପରେ ମଧ୍ୟ ସମୟରେ ସିଲିଣ୍ଡର ମିଳୁନାହିଁ। ଗ୍ରାହକମାନେ ଅଭିଯୋଗ କରିଛନ୍ତି ଯେ ଡେଲିଭରି ବ୍ୟବସ୍ଥା ଭୁଶୁଡ଼ି ପଡ଼ିଛି। ସାରା ଦିନ ଧାଡ଼ିରେ ଠିଆ ହେବା ପରେ ବି ଅନେକ ଖାଲି ହାତରେ ଫେରୁଛନ୍ତି। ଯୋଗାଣ ଶୃଙ୍ଖଳା ସୁଧାରିବା ପାଇଁ ପ୍ରଶାସନ ଦୃଷ୍ଟି ଦେବା ଆବଶ୍ୟକ ବୋଲି ଲୋକେ ଦାବି କରିଛନ୍ତି।: [588, 128, 778, 163]
- edition-name: Bhubaneswar: [60, 33, 120, 43]
- idol-body: (ସଂ.ପ୍ର): ସ୍ଥାନୀୟ ଗ୍ରାମରେ ଶ୍ରୀ ଶ୍ରୀ ରାଧାକୃଷ୍ଣ ଜୀଉଙ୍କ ନୂତନ ମନ୍ଦିର ପ୍ରତିଷ୍ଠା ଉତ୍ସବ ଧୁମଧାମରେ ପାଳିତ ହୋଇଛି। ଏଥିପାଇଁ କଳସ ଯାତ୍ରା, ଯଜ୍ଞ ଓ ବିଭିନ୍ନ ସାଂସ୍କୃତିକ କାର୍ଯ୍ୟକ୍ରମ ଆୟୋଜିତ ହୋଇଥିଲା। ହଜାର ହଜାର ଭକ୍ତ ଯୋଗ ଦେଇଥିଲେ।: [30, 796, 218, 824]
- meeting-headline: ସମରସତା ଓ ପରିବେଶ ସୁରକ୍ଷା ଉପରେ ଜୋର: [240, 340, 528, 360]
- teacher-headline-2: ଆନ୍ଦୋଳନ ଚେତାବନୀ ଦେଲେ ଗ୍ରାମବାସୀ: [562, 1008, 737, 1022]
- page-letter: ଘ: [22, 26, 50, 54]
- gas-banner: [290, 76, 795, 124]
- grievance-photo: [30, 346, 218, 444]
- teacher-photo: [662, 1028, 778, 1100]
- mla-body: (ସଂ.ପ୍ର): ସ୍ଥାନୀୟ ଉଚ୍ଚ ବିଦ୍ୟାଳୟର ପରିଚାଳନା କମିଟି ଗଠନ ପାଇଁ ସଭା ଡକାଯାଇଥିଲା। ହେଲେ ବିଧାୟକ ଏଥିରେ ଯୋଗ ଦେଇନଥିବାରୁ ଅଭିଭାବକମାନେ ଅସନ୍ତୋଷ ପ୍ରକାଶ କରିଛନ୍ତି। ସଭା ସ୍ଥଗିତ ରହିଛି। ପ୍ରଧାନ ଶିକ୍ଷକ କହିଛନ୍ତି ଯେ ନୂଆ ତାରିଖ ଶୀଘ୍ର ଘୋଷଣା କରାଯିବ। ଛାତ୍ରଛାତ୍ରୀଙ୍କ ଭବିଷ୍ୟତ ଦୃଷ୍ଟିରୁ କମିଟି ଗଠନ ଜରୁରୀ ବୋଲି ଅଭିଭାବକମାନେ ଦାବି କରିଛନ୍ତି।: [30, 1034, 218, 1069]
- kusum-headline-2: ଗ୍ରାମ ପଞ୍ଚାୟତ କାର୍ଯ୍ୟକ୍ରମ: [56, 624, 177, 637]
- edition-bar: [54, 30, 514, 48]
- tanker-headline-2: ଖୋଲି ନେଇଗଲେ ଦୁର୍ବୃତ୍ତ: [450, 1006, 551, 1017]
- left-divider-1: [30, 603, 218, 604]
- theft-body-col2: ଘଟଣାସ୍ଥଳରେ ପହଞ୍ଚି ପୁଲିସ ତଦନ୍ତ ଆରମ୍ଭ କରିଛି। ଡଗ୍ ସ୍କ୍ୱାଡ ଓ ସାଇଣ୍ଟିଫିକ ଟିମ ସାହାଯ୍ୟ ନିଆଯାଇଛି। ଶୀଘ୍ର ଦୋଷୀଙ୍କୁ ଗିରଫ କରାଯିବ ବୋଲି ଥାନା ଅଧିକାରୀ କହିଛନ୍ତି।: [598, 692, 690, 727]
- kusum-photo: [124, 642, 218, 724]
- theft-dateline: ଖୋର୍ଦ୍ଧା,୧୬।୩: [532, 618, 565, 624]
- kusum-body-block: [30, 642, 122, 692]
- health-photo-2: [572, 880, 674, 904]
- top-divider: [22, 314, 778, 316]
- kusum-body3: ସରପଞ୍ଚ, ୱାର୍ଡ ସଦସ୍ୟ ଓ ଗ୍ରାମବାସୀ ଉପସ୍ଥିତ ରହି ବିଭିନ୍ନ ପ୍ରସ୍ତାବ ଦେଇଥିଲେ। କାର୍ଯ୍ୟକ୍ରମରେ ବ୍ଲକ ସ୍ତରୀୟ ଅଧିକାରୀମାନେ ଯୋଗ ଦେଇ ଯୋଜନାଗୁଡ଼ିକର ବିଶଦ ବିବରଣୀ ଦେଇଥିଲେ।: [124, 728, 218, 763]
- ganja-body-col1: [236, 1010, 336, 1110]
- land-kicker: ଡେଙ୍କେନାଳ ଡିଭିଜନର ମନମାନୀ: [82, 72, 195, 82]
- accused-photo-1: [356, 798, 400, 854]
